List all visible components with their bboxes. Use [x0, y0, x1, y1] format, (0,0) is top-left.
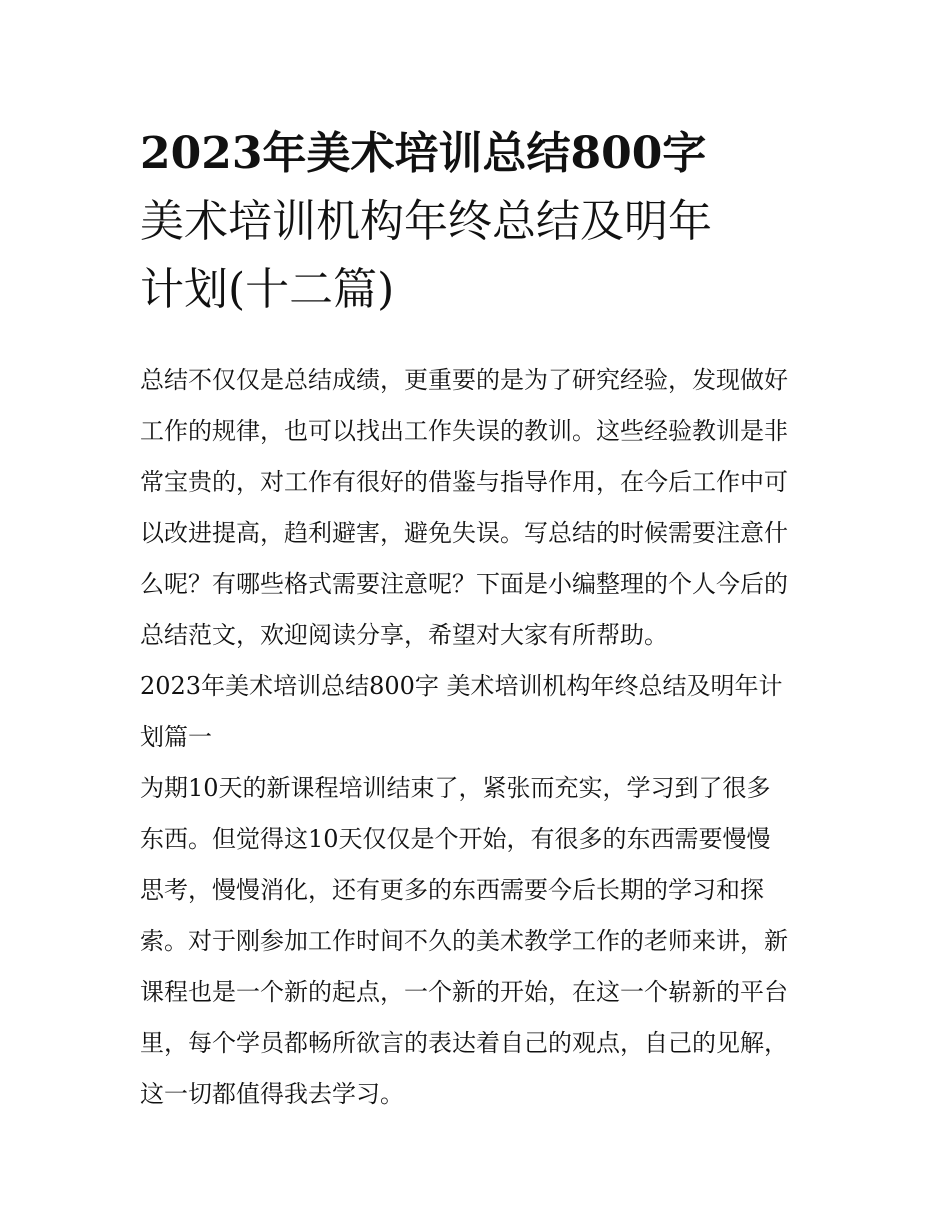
- section-body-line: 这一切都值得我去学习。: [140, 1080, 404, 1108]
- intro-line: 常宝贵的，对工作有很好的借鉴与指导作用，在今后工作中可: [140, 468, 788, 496]
- section-heading-line: 划篇一: [140, 723, 212, 751]
- document-title: [140, 120, 820, 324]
- title-line-2: 美术培训机构年终总结及明年: [140, 196, 712, 247]
- section-heading-line: 2023年美术培训总结800字 美术培训机构年终总结及明年计: [140, 672, 783, 700]
- section-body-line: 索。对于刚参加工作时间不久的美术教学工作的老师来讲，新: [140, 927, 788, 955]
- intro-line: 工作的规律，也可以找出工作失误的教训。这些经验教训是非: [140, 417, 788, 445]
- section-body-line: 课程也是一个新的起点，一个新的开始，在这一个崭新的平台: [140, 978, 788, 1006]
- section-body-line: 为期10天的新课程培训结束了，紧张而充实，学习到了很多: [140, 774, 771, 802]
- intro-line: 么呢？有哪些格式需要注意呢？下面是小编整理的个人今后的: [140, 570, 788, 598]
- section-body-line: 里，每个学员都畅所欲言的表达着自己的观点，自己的见解，: [140, 1029, 788, 1057]
- section-paragraph: [140, 763, 820, 1120]
- intro-line: 总结不仅仅是总结成绩，更重要的是为了研究经验，发现做好: [140, 366, 788, 394]
- document-body: [140, 355, 820, 1120]
- intro-line: 总结范文，欢迎阅读分享，希望对大家有所帮助。: [140, 621, 668, 649]
- intro-paragraph: [140, 355, 820, 661]
- section-body-line: 东西。但觉得这10天仅仅是个开始，有很多的东西需要慢慢: [140, 825, 771, 853]
- intro-line: 以改进提高，趋利避害，避免失误。写总结的时候需要注意什: [140, 519, 788, 547]
- title-line-1: 2023年美术培训总结800字: [140, 128, 707, 179]
- section-body-line: 思考，慢慢消化，还有更多的东西需要今后长期的学习和探: [140, 876, 764, 904]
- section-heading: [140, 661, 820, 763]
- title-line-3: 计划(十二篇): [140, 264, 395, 315]
